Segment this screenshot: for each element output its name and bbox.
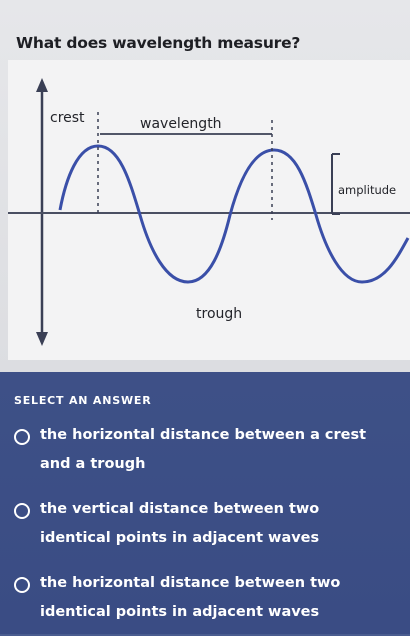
radio-button-icon[interactable] <box>14 577 30 593</box>
answer-option-1[interactable] <box>8 426 398 488</box>
axis-up-arrow-icon <box>36 78 48 92</box>
wave-diagram <box>8 60 410 360</box>
radio-button-icon[interactable] <box>14 429 30 445</box>
answer-option-label: the horizontal distance between two identical points in adjacent waves <box>40 575 341 620</box>
question-text: What does wavelength measure? <box>16 34 301 52</box>
label-wavelength: wavelength <box>140 116 222 132</box>
label-amplitude: amplitude <box>338 183 397 197</box>
answer-option-label: the horizontal distance between a crest and a trough <box>40 427 367 472</box>
wave-diagram-svg <box>8 60 410 360</box>
label-trough: trough <box>196 306 243 322</box>
answer-option-label: the vertical distance between two identical points in adjacent waves <box>40 501 320 546</box>
answer-option-2[interactable] <box>8 500 398 562</box>
radio-button-icon[interactable] <box>14 503 30 519</box>
select-answer-label: SELECT AN ANSWER <box>14 394 152 407</box>
answer-option-3[interactable] <box>8 574 398 636</box>
label-crest: crest <box>50 110 85 126</box>
axis-down-arrow-icon <box>36 332 48 346</box>
